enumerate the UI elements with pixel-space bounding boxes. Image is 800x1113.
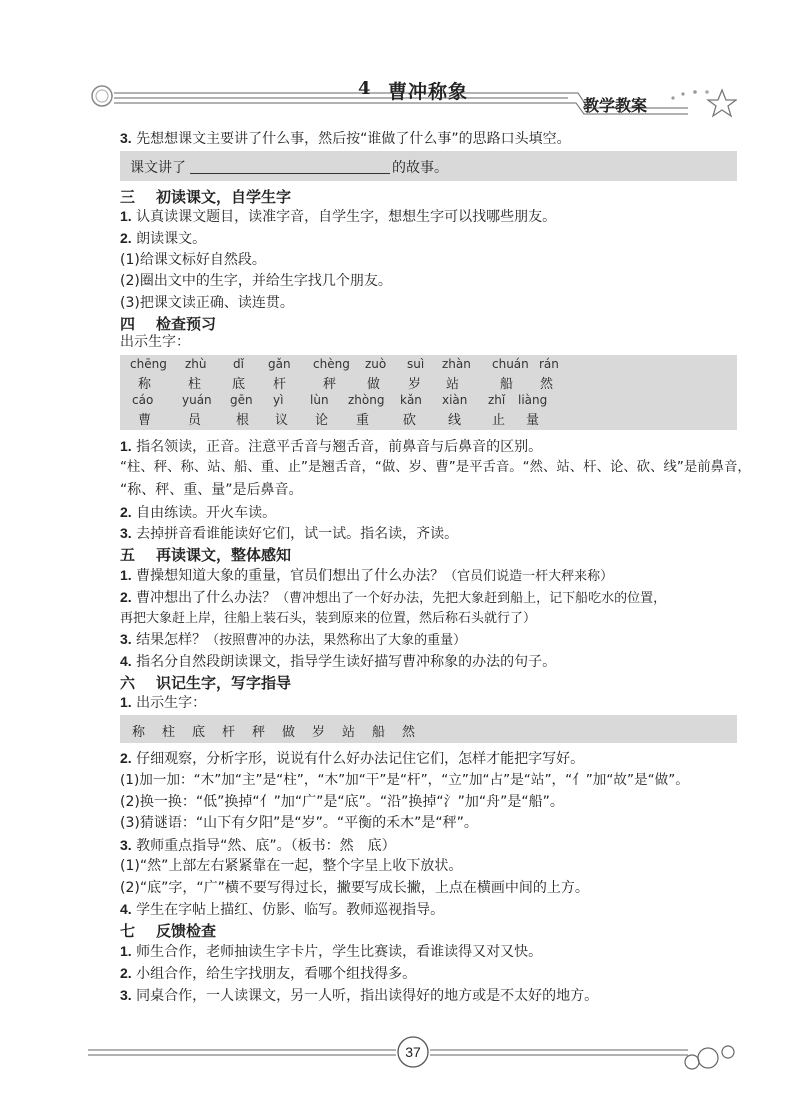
q3-intro: 3. 先想想课文主要讲了什么事，然后按“谁做了什么事”的思路口头填空。	[120, 130, 571, 147]
list-item: 3. 教师重点指导“然、底”。（板书：然 底）	[120, 837, 396, 854]
lesson-number: 4	[358, 78, 371, 99]
list-item: (1)给课文标好自然段。	[120, 252, 266, 268]
list-item: 2. 自由练读。开火车读。	[120, 504, 277, 521]
list-item: (1)加一加：“木”加“主”是“柱”，“木”加“干”是“杆”，“立”加“占”是“站”，“亻”加“故”是“做”。	[120, 772, 689, 788]
list-item: “柱、秤、称、站、船、重、止”是翘舌音，“做、岁、曹”是平舌音。“然、站、杆、论、砍、线”是前鼻音，	[120, 460, 751, 475]
list-item: 3. 去掉拼音看谁能读好它们，试一试。指名读，齐读。	[120, 525, 459, 542]
list-item: 4. 指名分自然段朗读课文，指导学生读好描写曹冲称象的办法的句子。	[120, 653, 557, 670]
list-item: (3)猜谜语：“山下有夕阳”是“岁”。“平衡的禾木”是“秤”。	[120, 815, 478, 831]
star-icon	[667, 84, 737, 120]
list-item: 2. 曹冲想出了什么办法？（曹冲想出了一个好办法，先把大象赶到船上，记下船吃水的位置，	[120, 589, 667, 606]
fill-blank-line[interactable]	[190, 173, 390, 174]
char-strip: 称 柱 底 杆 秤 做 岁 站 船 然	[120, 715, 737, 743]
header-tag: 教学教案	[583, 96, 648, 115]
list-item: (2)换一换：“低”换掉“亻”加“广”是“底”。“沿”换掉“氵”加“舟”是“船”。	[120, 794, 564, 810]
section-6-heading: 六 识记生字，写字指导	[120, 674, 292, 692]
section-5-heading: 五 再读课文，整体感知	[120, 546, 292, 564]
section-3-heading: 三 初读课文，自学生字	[120, 188, 292, 206]
list-item: (1)“然”上部左右紧紧靠在一起，整个字呈上收下放状。	[120, 858, 463, 874]
fill-in-bar: 课文讲了 的故事。	[120, 151, 737, 181]
list-item: 1. 认真读课文题目，读准字音，自学生字，想想生字可以找哪些朋友。	[120, 208, 557, 225]
list-item: 1. 师生合作，老师抽读生字卡片，学生比赛读，看谁读得又对又快。	[120, 943, 543, 960]
list-item: 1. 指名领读，正音。注意平舌音与翘舌音，前鼻音与后鼻音的区别。	[120, 438, 543, 455]
list-item: “称、秤、重、量”是后鼻音。	[120, 482, 303, 498]
list-item: 2. 小组合作，给生字找朋友，看哪个组找得多。	[120, 965, 417, 982]
list-item: 3. 同桌合作，一人读课文，另一人听，指出读得好的地方或是不太好的地方。	[120, 987, 599, 1004]
list-item: (2)“底”字，“广”横不要写得过长，撇要写成长撇，上点在横画中间的上方。	[120, 880, 589, 896]
lesson-title: 曹冲称象	[388, 81, 469, 103]
section-4-heading: 四 检查预习	[120, 315, 217, 333]
list-item: 2. 朗读课文。	[120, 230, 207, 247]
list-item: 3. 结果怎样？（按照曹冲的办法，果然称出了大象的重量）	[120, 631, 467, 648]
list-item: (2)圈出文中的生字，并给生字找几个朋友。	[120, 273, 392, 289]
list-item: 再把大象赶上岸，往船上装石头，装到原来的位置，然后称石头就行了）	[120, 611, 537, 626]
pinyin-table: chēng zhù dǐ gǎn chèng zuò suì zhàn chuán rán 称 柱 底 杆 秤 做 岁 站 船 然 cáo yuán gēn yì lùn zhòng kǎn xiàn zhǐ liàng 曹 员 根 议 论 重 砍 线 止 量	[120, 355, 737, 430]
list-item: (3)把课文读正确、读连贯。	[120, 295, 294, 311]
list-item: 1. 曹操想知道大象的重量，官员们想出了什么办法？（官员们说造一杆大秤来称）	[120, 567, 614, 584]
list-item: 2. 仔细观察，分析字形，说说有什么好办法记住它们，怎样才能把字写好。	[120, 750, 585, 767]
list-item: 1. 出示生字：	[120, 694, 207, 711]
page-number: 37	[405, 1044, 421, 1060]
list-item: 4. 学生在字帖上描红、仿影、临写。教师巡视指导。	[120, 901, 445, 918]
show-chars-label: 出示生字：	[120, 334, 190, 350]
section-7-heading: 七 反馈检查	[120, 922, 217, 940]
